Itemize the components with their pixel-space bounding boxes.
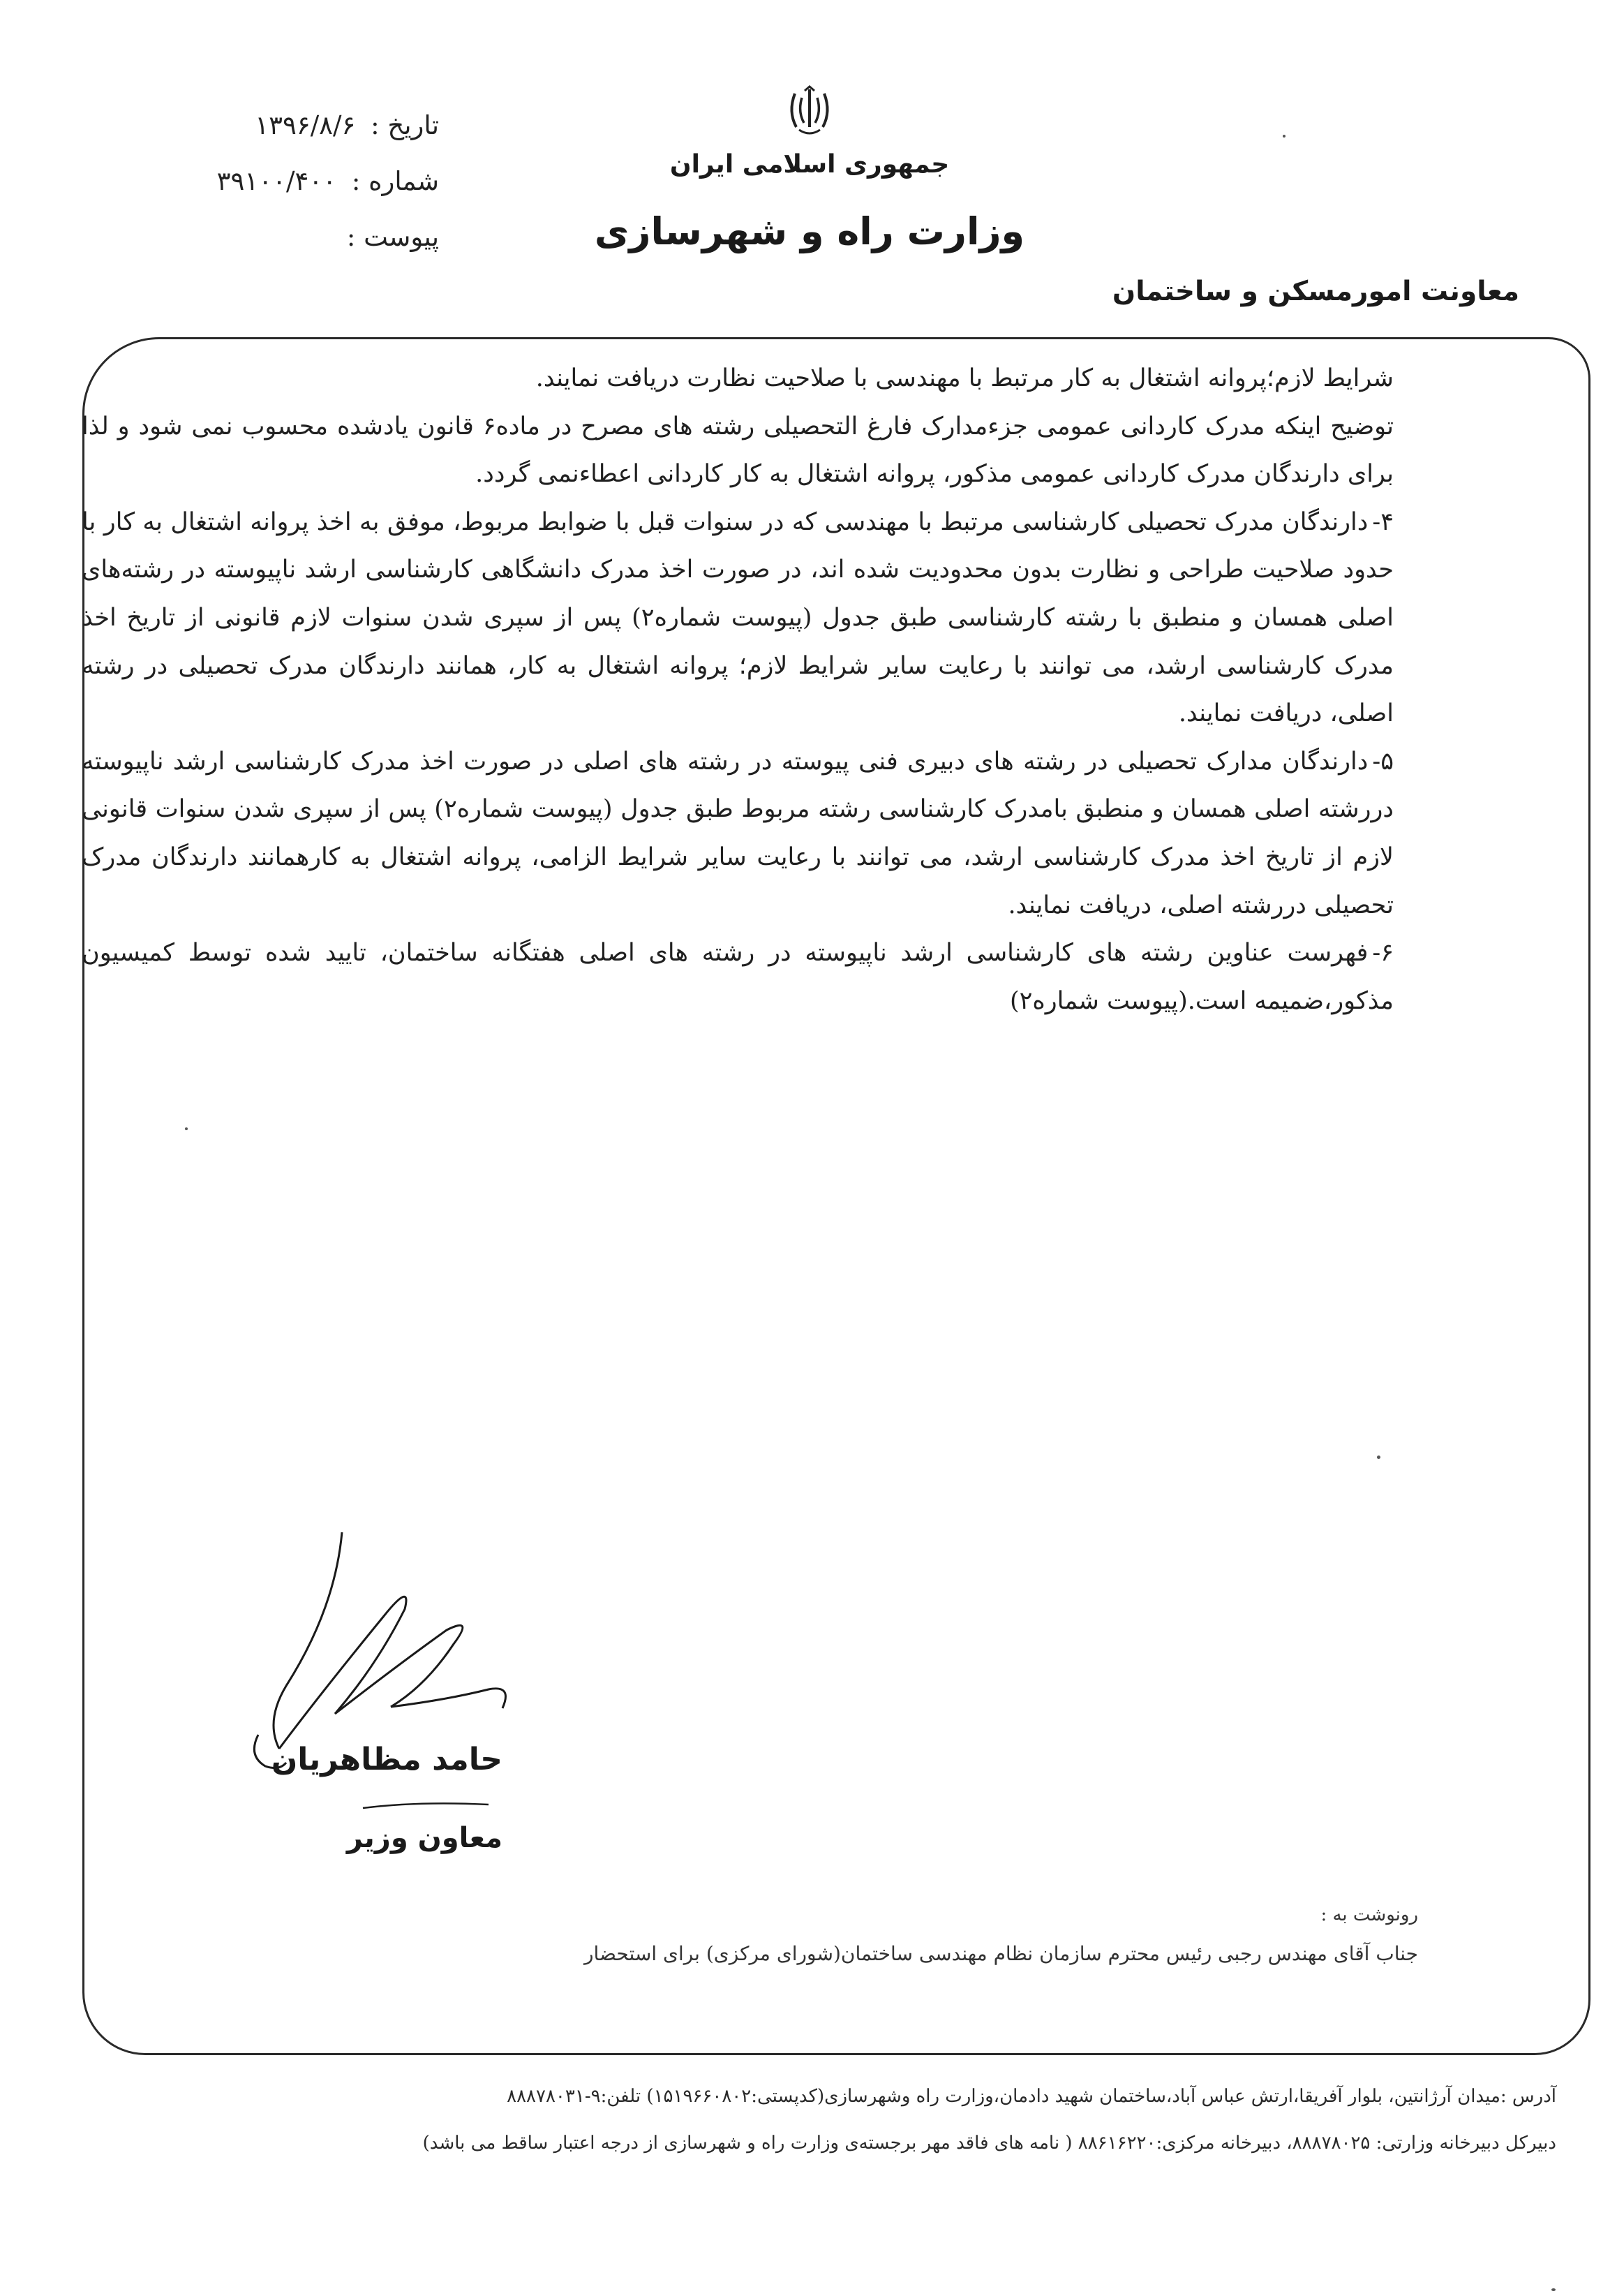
item-6-number: ۶- — [1372, 939, 1394, 968]
item-4-text: دارندگان مدرک تحصیلی کارشناسی مرتبط با مهندسی که در سنوات قبل با ضوابط مربوط، موفق به اخذ پروانه اشتغال به کار با حدود صلاحیت طراحی و نظارت بدون محدودیت شده اند، در صورت اخذ مدرک دانشگاهی کارشناسی ارشد ناپیوسته در رشته‌های اصلی همسان و منطبق با رشته کارشناسی طبق جدول (پیوست شماره۲) پس از سپری شدن سنوات لازم قانونی از تاریخ اخذ مدرک کارشناسی ارشد، می توانند با رعایت سایر شرایط لازم؛ پروانه اشتغال به کار، همانند دارندگان مدرک تحصیلی در رشته اصلی، دریافت نمایند. — [82, 508, 1394, 728]
item-5 — [82, 738, 1394, 929]
attachment-row — [146, 222, 439, 252]
iran-emblem-icon — [785, 84, 834, 140]
number-value: ۳۹۱۰۰/۴۰۰ — [216, 166, 337, 196]
item-4 — [82, 498, 1394, 738]
republic-title: جمهوری اسلامی ایران — [669, 150, 950, 179]
attachment-label: پیوست : — [346, 222, 439, 252]
item-5-text: دارندگان مدارک تحصیلی در رشته های دبیری فنی پیوسته در رشته های اصلی در صورت اخذ مدرک کارشناسی ارشد ناپیوسته دررشته اصلی همسان و منطبق بامدرک کارشناسی رشته مربوط طبق جدول (پیوست شماره۲) پس از سپری شدن سنوات قانونی لازم از تاریخ اخذ مدرک کارشناسی ارشد، می توانند با رعایت سایر شرایط الزامی، پروانه اشتغال به کارهمانند دارندگان مدرک تحصیلی دررشته اصلی، دریافت نمایند. — [82, 747, 1394, 919]
letter-body — [82, 355, 1394, 1025]
cc-label: رونوشت به : — [1320, 1904, 1418, 1925]
footer-address: آدرس :میدان آرژانتین، بلوار آفریقا،ارتش عباس آباد،ساختمان شهید دادمان،وزارت راه وشهرسازی(کدپستی:۱۵۱۹۶۶۰۸۰۲) تلفن:۹-۸۸۸۷۸۰۳۱ — [507, 2086, 1556, 2107]
deputy-office-title: معاونت امورمسکن و ساختمان — [1112, 276, 1519, 307]
intro-paragraph: شرایط لازم؛پروانه اشتغال به کار مرتبط با مهندسی با صلاحیت نظارت دریافت نمایند. — [535, 364, 1394, 392]
number-label: شماره : — [351, 166, 439, 196]
scan-speck — [185, 1127, 188, 1130]
signatory-name: حامد مظاهریان — [271, 1742, 502, 1777]
item-5-number: ۵- — [1372, 747, 1394, 776]
explanation-paragraph: توضیح اینکه مدرک کاردانی عمومی جزءمدارک فارغ التحصیلی رشته های مصرح در ماده۶ قانون یادشده محسوب نمی شود و لذا برای دارندگان مدرک کاردانی عمومی مذکور، پروانه اشتغال به کار کاردانی اعطاءنمی گردد. — [82, 412, 1394, 489]
item-6-text: فهرست عناوین رشته های کارشناسی ارشد ناپیوسته در رشته های اصلی هفتگانه ساختمان، تایید شده توسط کمیسیون مذکور،ضمیمه است.(پیوست شماره۲) — [82, 939, 1394, 1015]
number-row — [146, 166, 439, 196]
scan-speck — [1283, 135, 1286, 138]
ministry-title: وزارت راه و شهرسازی — [594, 209, 1025, 253]
scan-speck — [1377, 1456, 1380, 1459]
date-value: ۱۳۹۶/۸/۶ — [255, 110, 356, 140]
footer-contact: دبیرکل دبیرخانه وزارتی: ۸۸۸۷۸۰۲۵، دبیرخانه مرکزی:۸۸۶۱۶۲۲۰ ( نامه های فاقد مهر برجسته‌ی وزارت راه و شهرسازی از درجه اعتبار ساقط می باشد) — [422, 2133, 1556, 2154]
scan-speck — [1551, 2288, 1556, 2291]
item-4-number: ۴- — [1372, 508, 1394, 536]
date-label: تاریخ : — [371, 110, 439, 140]
date-row — [146, 110, 439, 140]
signatory-title: معاون وزیر — [346, 1822, 502, 1854]
item-6 — [82, 929, 1394, 1025]
cc-recipient: جناب آقای مهندس رجبی رئیس محترم سازمان نظام مهندسی ساختمان(شورای مرکزی) برای استحضار — [584, 1942, 1418, 1965]
